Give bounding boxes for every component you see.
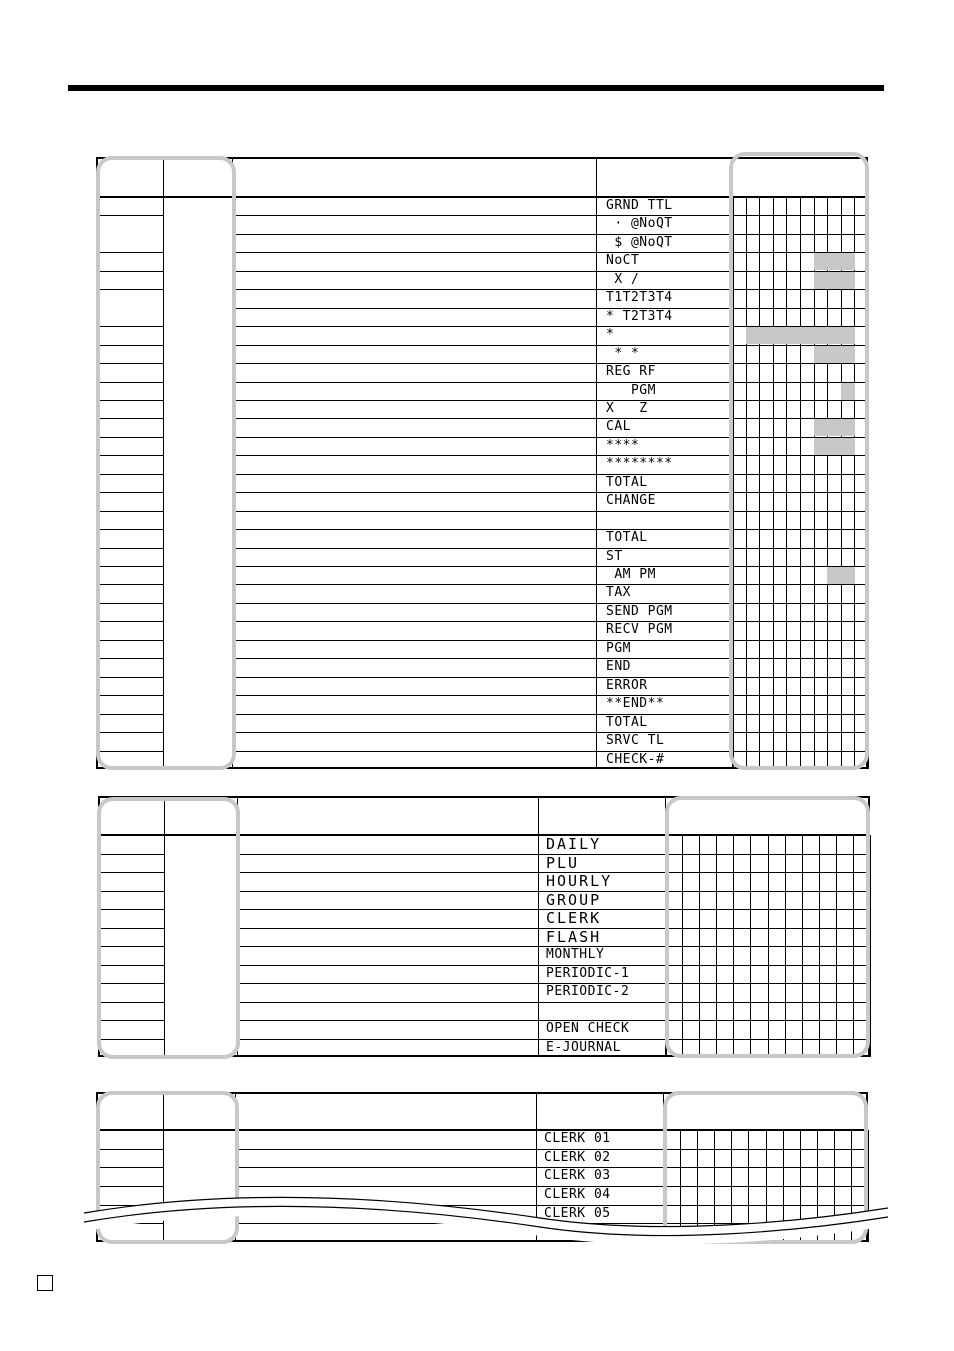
message-text: CHANGE	[606, 493, 656, 509]
message-text: MONTHLY	[546, 947, 605, 963]
message-text: · @NoQT	[606, 216, 673, 232]
message-text: SEND PGM	[606, 604, 673, 620]
message-text: PERIODIC-2	[546, 984, 630, 1000]
message-text: ********	[606, 456, 673, 472]
message-text: GROUP	[546, 891, 602, 910]
message-text: X Z	[606, 401, 648, 417]
message-text: CLERK 01	[544, 1131, 611, 1147]
message-text: T1T2T3T4	[606, 290, 673, 306]
message-text: FLASH	[546, 928, 602, 947]
message-text: ****	[606, 438, 640, 454]
message-text: ST	[606, 549, 623, 565]
message-text: CLERK	[546, 909, 602, 928]
message-text: PLU	[546, 854, 580, 873]
message-text: TOTAL	[606, 530, 648, 546]
message-text: CLERK 04	[544, 1187, 611, 1203]
message-text: GRND TTL	[606, 198, 673, 214]
message-text: CAL	[606, 419, 631, 435]
message-text: PGM	[606, 383, 656, 399]
message-text: CHECK-#	[606, 752, 665, 768]
message-text: CLERK 05	[544, 1206, 611, 1222]
message-text: RECV PGM	[606, 622, 673, 638]
message-text: PERIODIC-1	[546, 966, 630, 982]
message-text: **END**	[606, 696, 665, 712]
message-text: PGM	[606, 641, 631, 657]
message-text: *	[606, 327, 615, 343]
message-text: DAILY	[546, 835, 602, 854]
message-text: REG RF	[606, 364, 656, 380]
message-text: E-JOURNAL	[546, 1040, 621, 1056]
message-text: * T2T3T4	[606, 309, 673, 325]
message-text: HOURLY	[546, 872, 613, 891]
message-text: END	[606, 659, 631, 675]
message-text: SRVC TL	[606, 733, 665, 749]
message-text: * *	[606, 346, 640, 362]
message-text: NoCT	[606, 253, 640, 269]
message-text: OPEN CHECK	[546, 1021, 630, 1037]
message-text: CLERK 02	[544, 1150, 611, 1166]
message-text: TOTAL	[606, 715, 648, 731]
message-text: CLERK 03	[544, 1168, 611, 1184]
message-text: ERROR	[606, 678, 648, 694]
message-text: AM PM	[606, 567, 656, 583]
message-text: X /	[606, 272, 640, 288]
message-text: TAX	[606, 585, 631, 601]
message-text: $ @NoQT	[606, 235, 673, 251]
message-text: TOTAL	[606, 475, 648, 491]
